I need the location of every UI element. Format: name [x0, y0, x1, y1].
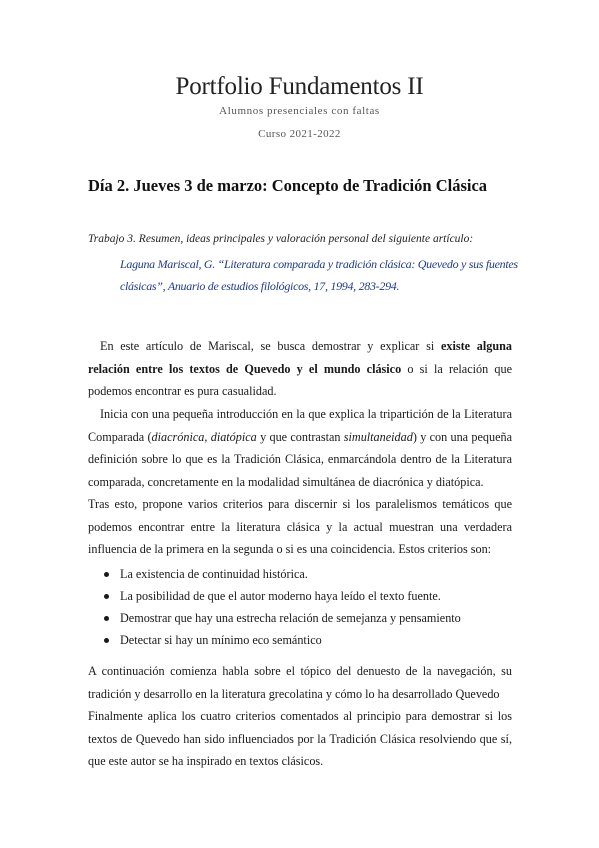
- bullet-icon: [104, 616, 109, 621]
- document-title: Portfolio Fundamentos II: [175, 73, 424, 100]
- reference-text: Laguna Mariscal, G. “Literatura comparada y tradición clásica: Quevedo y sus fuentes clásicas”, Anuario de estudios filológicos, 17, 1994, 283-294.: [120, 257, 518, 293]
- task-description: Trabajo 3. Resumen, ideas principales y valoración personal del siguiente artículo:: [88, 233, 474, 245]
- bullet-icon: [104, 572, 109, 577]
- list-item: [104, 585, 514, 607]
- paragraph-text: Inicia con una pequeña introducción en la que explica la tripartición de la Literatura Comparada (: [88, 407, 512, 444]
- list-item-text: La posibilidad de que el autor moderno haya leído el texto fuente.: [120, 589, 441, 603]
- criteria-list: [104, 563, 514, 651]
- article-reference: [120, 253, 520, 297]
- list-item: [104, 629, 514, 651]
- list-item: [104, 607, 514, 629]
- list-item: [104, 563, 514, 585]
- document-subtitle: Alumnos presenciales con faltas: [219, 105, 380, 117]
- italic-term: diatópica: [210, 429, 257, 444]
- bold-emphasis: existe alguna relación entre los textos de Quevedo y el mundo clásico: [88, 339, 512, 376]
- day-heading: Día 2. Jueves 3 de marzo: Concepto de Tradición Clásica: [88, 176, 488, 195]
- paragraph-introduction-summary: [88, 403, 512, 493]
- paragraph-conclusion: Finalmente aplica los cuatro criterios comentados al principio para demostrar si los textos de Quevedo han sido influenciados por la Tradición Clásica resolviendo que sí, que este autor se ha inspirado en textos clásicos.: [88, 709, 512, 769]
- paragraph-intro: [88, 335, 512, 403]
- paragraph-text: ) y con una pequeña definición sobre lo que es la Tradición Clásica, enmarcándola dentro de la Literatura comparada, concretamente en la modalidad simultánea de diacrónica y diatópica.: [88, 429, 512, 489]
- bullet-icon: [104, 594, 109, 599]
- list-item-text: Demostrar que hay una estrecha relación de semejanza y pensamiento: [120, 611, 461, 625]
- course-year: Curso 2021-2022: [258, 128, 341, 140]
- paragraph-text: o si la relación que podemos encontrar es pura casualidad.: [88, 361, 512, 399]
- paragraph-criteria-intro: Tras esto, propone varios criterios para discernir si los paralelismos temáticos que podemos encontrar entre la literatura clásica y la actual muestran una verdadera influencia de la primera en la segunda o si es una coincidencia. Estos criterios son:: [88, 497, 512, 557]
- paragraph-text: y que contrastan: [256, 429, 344, 444]
- paragraph-navigation-topic: A continuación comienza habla sobre el tópico del denuesto de la navegación, su tradición y desarrollo en la literatura grecolatina y cómo lo ha desarrollado Quevedo: [88, 664, 512, 701]
- italic-term: diacrónica: [151, 429, 205, 444]
- list-item-text: Detectar si hay un mínimo eco semántico: [120, 633, 322, 647]
- bullet-icon: [104, 638, 109, 643]
- paragraph-text: En este artículo de Mariscal, se busca demostrar y explicar si: [100, 339, 441, 353]
- paragraph-text: ,: [204, 429, 211, 444]
- italic-term: simultaneidad: [343, 429, 413, 444]
- list-item-text: La existencia de continuidad histórica.: [120, 567, 308, 581]
